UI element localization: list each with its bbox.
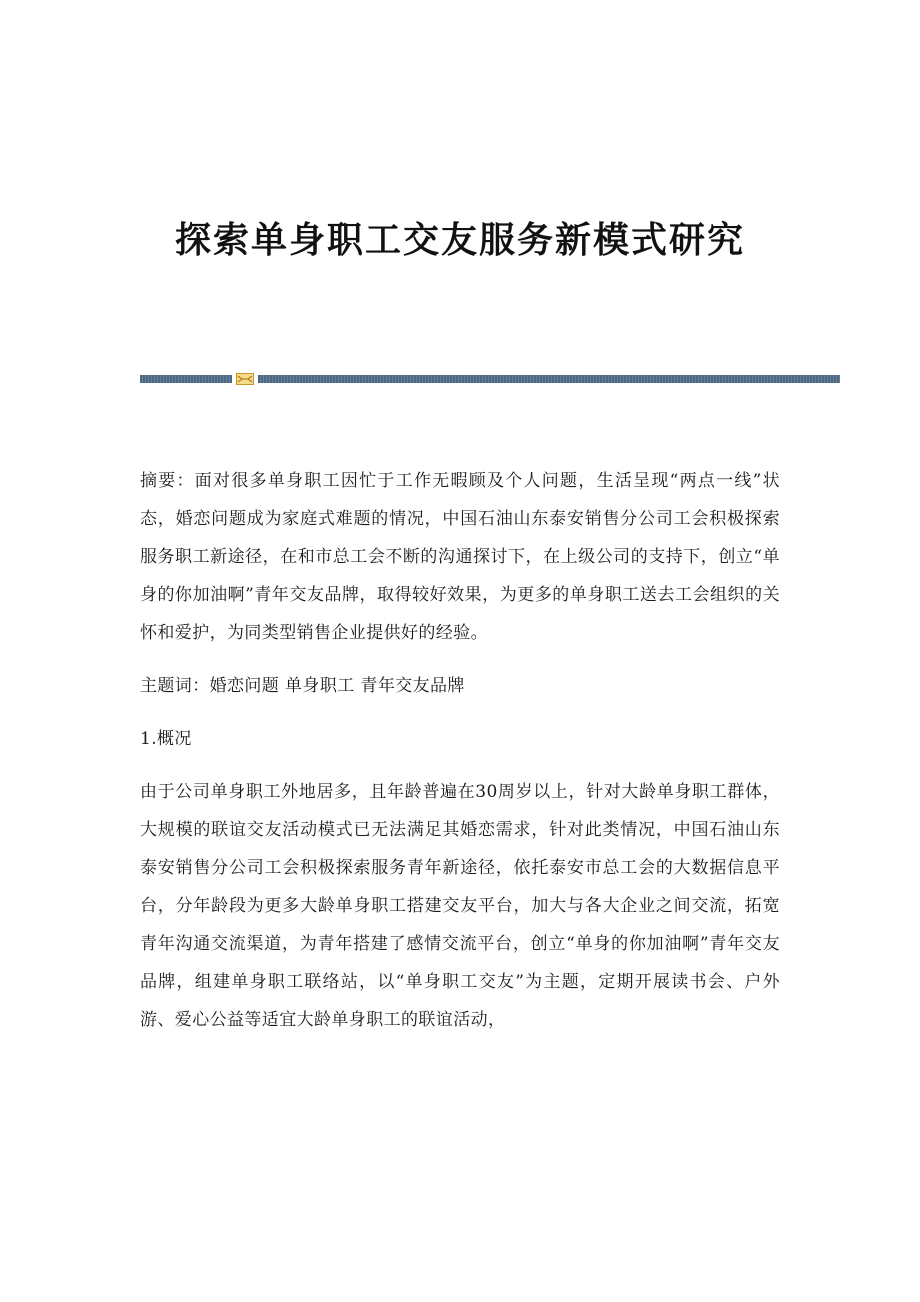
divider-bar-right (258, 375, 840, 383)
abstract-text: 面对很多单身职工因忙于工作无暇顾及个人问题，生活呈现“两点一线”状态，婚恋问题成为家庭式难题的情况，中国石油山东泰安销售分公司工会积极探索服务职工新途径，在和市总工会不断的沟通探讨下，在上级公司的支持下，创立“单身的你加油啊”青年交友品牌，取得较好效果，为更多的单身职工送去工会组织的关怀和爱护，为同类型销售企业提供好的经验。 (140, 471, 780, 643)
keywords-label: 主题词： (140, 676, 210, 696)
abstract-label: 摘要： (140, 471, 195, 491)
keywords-paragraph (140, 667, 780, 705)
title-divider (140, 374, 840, 386)
divider-bar-left (140, 375, 232, 383)
document-body (140, 462, 780, 1054)
keywords-text: 婚恋问题 单身职工 青年交友品牌 (209, 676, 465, 696)
decorative-ornament-icon (236, 373, 254, 385)
abstract-paragraph (140, 462, 780, 652)
section-heading: 1.概况 (140, 729, 192, 749)
document-title: 探索单身职工交友服务新模式研究 (174, 219, 745, 261)
section-paragraph: 由于公司单身职工外地居多，且年龄普遍在30周岁以上，针对大龄单身职工群体，大规模的联谊交友活动模式已无法满足其婚恋需求，针对此类情况，中国石油山东泰安销售分公司工会积极探索服务青年新途径，依托泰安市总工会的大数据信息平台，分年龄段为更多大龄单身职工搭建交友平台，加大与各大企业之间交流，拓宽青年沟通交流渠道，为青年搭建了感情交流平台，创立“单身的你加油啊”青年交友品牌，组建单身职工联络站，以“单身职工交友”为主题，定期开展读书会、户外游、爱心公益等适宜大龄单身职工的联谊活动， (140, 782, 780, 1030)
